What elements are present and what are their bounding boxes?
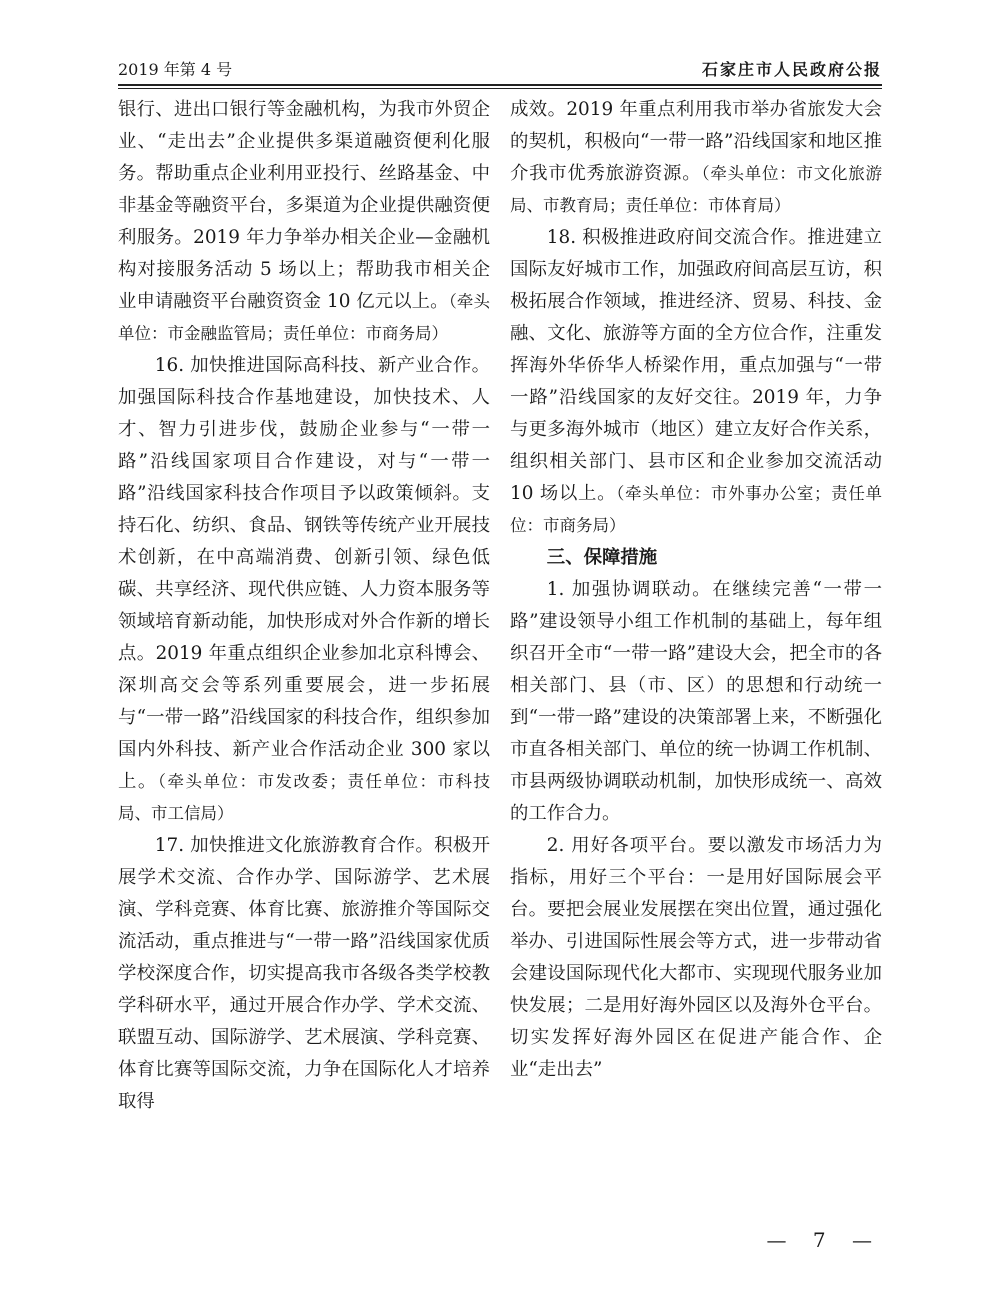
paragraph-text: 17. 加快推进文化旅游教育合作。积极开展学术交流、合作办学、国际游学、艺术展演、学科竞赛、体育比赛、旅游推介等国际交流活动，重点推进与“一带一路”沿线国家优质学校深度合作，切实提高我市各级各类学校教学科研水平，通过开展合作办学、学术交流、联盟互动、国际游学、艺术展演、学科竞赛、体育比赛等国际交流，力争在国际化人才培养取得 bbox=[118, 835, 490, 1112]
responsible-units-note: （牵头单位：市文化旅游局、市教育局；责任单位：市体育局） bbox=[510, 164, 882, 215]
paragraph-measure-1 bbox=[510, 574, 882, 830]
paragraph-text: 1. 加强协调联动。在继续完善“一带一路”建设领导小组工作机制的基础上，每年组织召开全市“一带一路”建设大会，把全市的各相关部门、县（市、区）的思想和行动统一到“一带一路”建设的决策部署上来，不断强化市直各相关部门、单位的统一协调工作机制、市县两级协调联动机制，加快形成统一、高效的工作合力。 bbox=[510, 579, 882, 824]
responsible-units-note: （牵头单位：市金融监管局；责任单位：市商务局） bbox=[118, 292, 490, 343]
responsible-units-note: （牵头单位：市发改委；责任单位：市科技局、市工信局） bbox=[118, 772, 490, 823]
paragraph-measure-2 bbox=[510, 830, 882, 1086]
left-column bbox=[118, 94, 490, 1118]
paragraph-item-17-continued bbox=[510, 94, 882, 222]
page-number: — 7 — bbox=[766, 1228, 882, 1252]
paragraph-text: 18. 积极推进政府间交流合作。推进建立国际友好城市工作，加强政府间高层互访，积极拓展合作领域，推进经济、贸易、科技、金融、文化、旅游等方面的全方位合作，注重发挥海外华侨华人桥梁作用，重点加强与“一带一路”沿线国家的友好交往。2019 年，力争与更多海外城市（地区）建立友好合作关系，组织相关部门、县市区和企业参加交流活动 10 场以上。 bbox=[510, 227, 882, 504]
right-column bbox=[510, 94, 882, 1086]
issue-label: 2019 年第 4 号 bbox=[118, 60, 233, 79]
paragraph-financing bbox=[118, 94, 490, 350]
paragraph-item-18 bbox=[510, 222, 882, 542]
paragraph-text: 银行、进出口银行等金融机构，为我市外贸企业、“走出去”企业提供多渠道融资便利化服务。帮助重点企业利用亚投行、丝路基金、中非基金等融资平台，多渠道为企业提供融资便利服务。2019 年力争举办相关企业—金融机构对接服务活动 5 场以上；帮助我市相关企业申请融资平台融资资金 10 亿元以上。 bbox=[118, 99, 490, 312]
paragraph-text: 16. 加快推进国际高科技、新产业合作。加强国际科技合作基地建设，加快技术、人才、智力引进步伐，鼓励企业参与“一带一路”沿线国家项目合作建设，对与“一带一路”沿线国家科技合作项目予以政策倾斜。支持石化、纺织、食品、钢铁等传统产业开展技术创新，在中高端消费、创新引领、绿色低碳、共享经济、现代供应链、人力资本服务等领域培育新动能，加快形成对外合作新的增长点。2019 年重点组织企业参加北京科博会、深圳高交会等系列重要展会，进一步拓展与“一带一路”沿线国家的科技合作，组织参加国内外科技、新产业合作活动企业 300 家以上。 bbox=[118, 355, 490, 792]
section-heading: 三、保障措施 bbox=[546, 547, 658, 568]
running-header bbox=[118, 54, 882, 80]
paragraph-text: 2. 用好各项平台。要以激发市场活力为指标，用好三个平台：一是用好国际展会平台。要把会展业发展摆在突出位置，通过强化举办、引进国际性展会等方式，进一步带动省会建设国际现代化大都市、实现现代服务业加快发展；二是用好海外园区以及海外仓平台。切实发挥好海外园区在促进产能合作、企业“走出去” bbox=[510, 835, 882, 1080]
paragraph-text: 成效。2019 年重点利用我市举办省旅发大会的契机，积极向“一带一路”沿线国家和地区推介我市优秀旅游资源。 bbox=[510, 99, 882, 184]
responsible-units-note: （牵头单位：市外事办公室；责任单位：市商务局） bbox=[510, 484, 882, 535]
header-rule-thin bbox=[118, 88, 882, 89]
header-rule-thick bbox=[118, 84, 882, 86]
journal-title: 石家庄市人民政府公报 bbox=[701, 60, 882, 79]
paragraph-item-17 bbox=[118, 830, 490, 1118]
paragraph-item-16 bbox=[118, 350, 490, 830]
